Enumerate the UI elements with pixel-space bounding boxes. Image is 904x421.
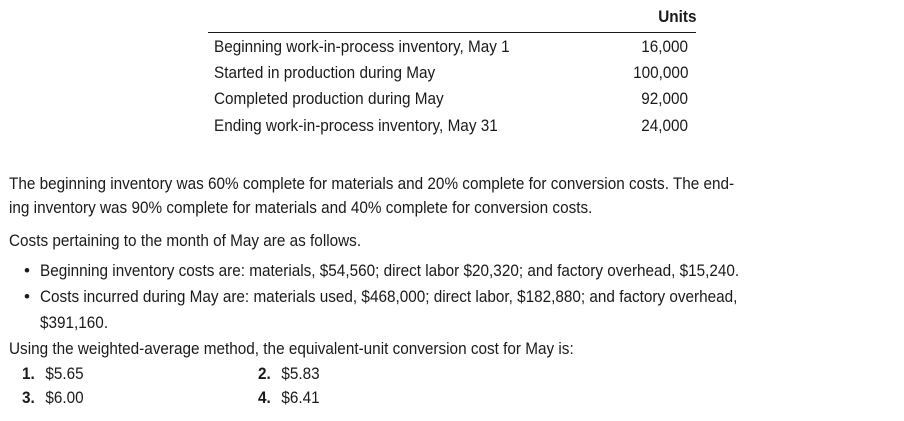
option-answer: $5.65 [45,364,84,383]
row-label: Ending work-in-process inventory, May 31 [214,116,498,135]
option-answer: $6.41 [281,388,320,407]
question-text: Using the weighted-average method, the equivalent-unit conversion cost for May is: [9,339,574,358]
option-number: 1. [22,364,35,383]
answer-option [22,386,91,410]
row-value: 92,000 [641,89,688,108]
option-number: 4. [258,388,271,407]
costs-intro: Costs pertaining to the month of May are as follows. [9,231,362,250]
row-label: Beginning work-in-process inventory, May 1 [214,37,510,56]
bullet-icon: • [24,287,30,306]
row-value: 24,000 [641,116,688,135]
option-number: 2. [258,364,271,383]
completion-paragraph [9,172,899,220]
table-row [208,61,696,85]
option-number: 3. [22,388,35,407]
paragraph-line: The beginning inventory was 60% complete for materials and 20% complete for conversion costs. The end- [9,174,735,193]
bullet-text-continued: $391,160. [40,313,109,332]
row-label: Completed production during May [214,89,444,108]
table-row [208,87,696,111]
answer-option [258,362,327,386]
bullet-text: Beginning inventory costs are: materials, $54,560; direct labor $20,320; and factory overhead, $15,240. [40,261,740,280]
answer-option [258,386,327,410]
bullet-text: Costs incurred during May are: materials used, $468,000; direct labor, $182,880; and factory overhead, [40,287,738,306]
option-answer: $6.00 [45,388,84,407]
row-value: 100,000 [632,63,688,82]
units-column-header: Units [657,7,696,26]
paragraph-line: ing inventory was 90% complete for materials and 40% complete for conversion costs. [9,198,593,217]
header-rule [208,32,696,33]
row-label: Started in production during May [214,63,436,82]
option-answer: $5.83 [281,364,320,383]
table-row [208,35,696,59]
row-value: 16,000 [641,37,688,56]
answer-option [22,362,91,386]
bullet-icon: • [24,261,30,280]
table-row [208,114,696,138]
